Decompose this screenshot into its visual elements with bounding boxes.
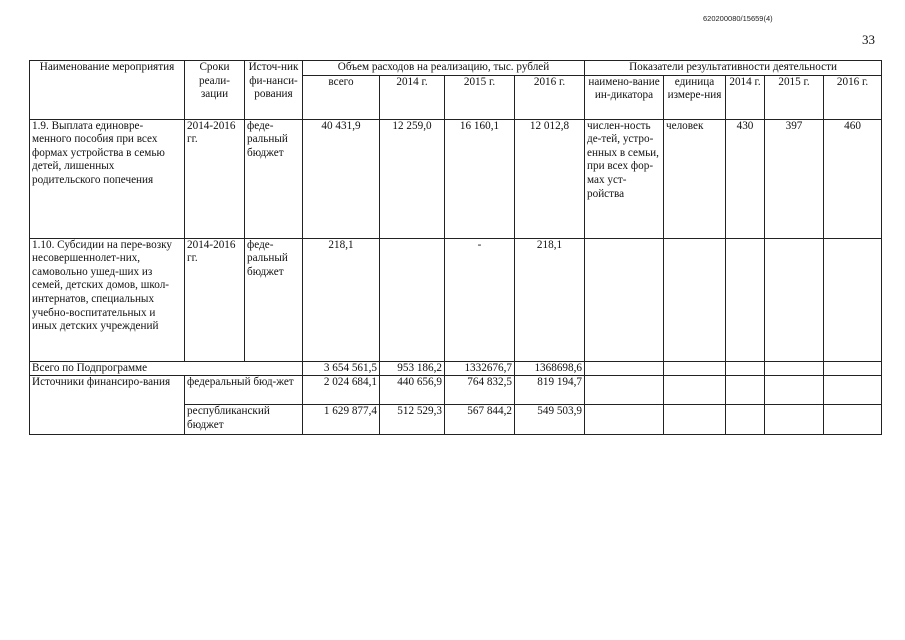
row-source: феде-ральный бюджет	[245, 119, 303, 238]
header-terms: Сроки реали-зации	[185, 61, 245, 120]
header-expense-group: Объем расходов на реализацию, тыс. рублей	[303, 61, 585, 76]
row-2016: 218,1	[515, 238, 585, 361]
row-indicator-name	[585, 238, 664, 361]
source-2014: 512 529,3	[380, 405, 445, 435]
header-2016: 2016 г.	[515, 75, 585, 119]
header-indicator-2014: 2014 г.	[726, 75, 765, 119]
total-all: 3 654 561,5	[303, 361, 380, 376]
header-indicator-name: наимено-вание ин-дикатора	[585, 75, 664, 119]
header-indicator-unit: единица измере-ния	[664, 75, 726, 119]
source-name: республиканский бюджет	[185, 405, 303, 435]
total-2014: 953 186,2	[380, 361, 445, 376]
source-total: 1 629 877,4	[303, 405, 380, 435]
row-indicator-2015: 397	[765, 119, 824, 238]
table-row	[30, 238, 882, 361]
source-row	[30, 376, 882, 405]
source-name: федеральный бюд-жет	[185, 376, 303, 405]
total-row	[30, 361, 882, 376]
source-2016: 819 194,7	[515, 376, 585, 405]
row-indicator-2014	[726, 238, 765, 361]
row-indicator-unit	[664, 238, 726, 361]
header-source: Источ-ник фи-нанси-рования	[245, 61, 303, 120]
row-indicator-unit: человек	[664, 119, 726, 238]
page-number: 33	[862, 32, 875, 47]
header-indicator-group: Показатели результативности деятельности	[585, 61, 882, 76]
sources-label: Источники финансиро-вания	[30, 376, 185, 405]
table-row	[30, 119, 882, 238]
row-source: феде-ральный бюджет	[245, 238, 303, 361]
row-indicator-name: числен-ность де-тей, устро-енных в семьи, при всех фор-мах уст-ройства	[585, 119, 664, 238]
header-total: всего	[303, 75, 380, 119]
row-total: 40 431,9	[303, 119, 380, 238]
row-terms: 2014-2016 гг.	[185, 119, 245, 238]
source-2015: 567 844,2	[445, 405, 515, 435]
row-indicator-2016: 460	[824, 119, 882, 238]
row-2014: 12 259,0	[380, 119, 445, 238]
header-indicator-2015: 2015 г.	[765, 75, 824, 119]
source-2015: 764 832,5	[445, 376, 515, 405]
row-indicator-2014: 430	[726, 119, 765, 238]
row-name: 1.9. Выплата единовре-менного пособия при всех формах устройства в семью детей, лишенных родительского попечения	[30, 119, 185, 238]
source-2016: 549 503,9	[515, 405, 585, 435]
budget-table	[29, 60, 882, 435]
total-label: Всего по Подпрограмме	[30, 361, 303, 376]
source-2014: 440 656,9	[380, 376, 445, 405]
header-name: Наименование мероприятия	[30, 61, 185, 120]
row-2014	[380, 238, 445, 361]
row-indicator-2016	[824, 238, 882, 361]
total-2016: 1368698,6	[515, 361, 585, 376]
document-id: 620200080/15659(4)	[703, 14, 773, 23]
header-2015: 2015 г.	[445, 75, 515, 119]
header-indicator-2016: 2016 г.	[824, 75, 882, 119]
row-name: 1.10. Субсидии на пере-возку несовершеннолет-них, самовольно ушед-ших из семей, детских домов, школ-интернатов, специальных учебно-воспитательных и иных детских учреждений	[30, 238, 185, 361]
row-indicator-2015	[765, 238, 824, 361]
header-2014: 2014 г.	[380, 75, 445, 119]
row-2016: 12 012,8	[515, 119, 585, 238]
row-total: 218,1	[303, 238, 380, 361]
row-2015: 16 160,1	[445, 119, 515, 238]
row-terms: 2014-2016 гг.	[185, 238, 245, 361]
source-total: 2 024 684,1	[303, 376, 380, 405]
header-row-1	[30, 61, 882, 76]
source-row	[30, 405, 882, 435]
row-2015: -	[445, 238, 515, 361]
total-2015: 1332676,7	[445, 361, 515, 376]
